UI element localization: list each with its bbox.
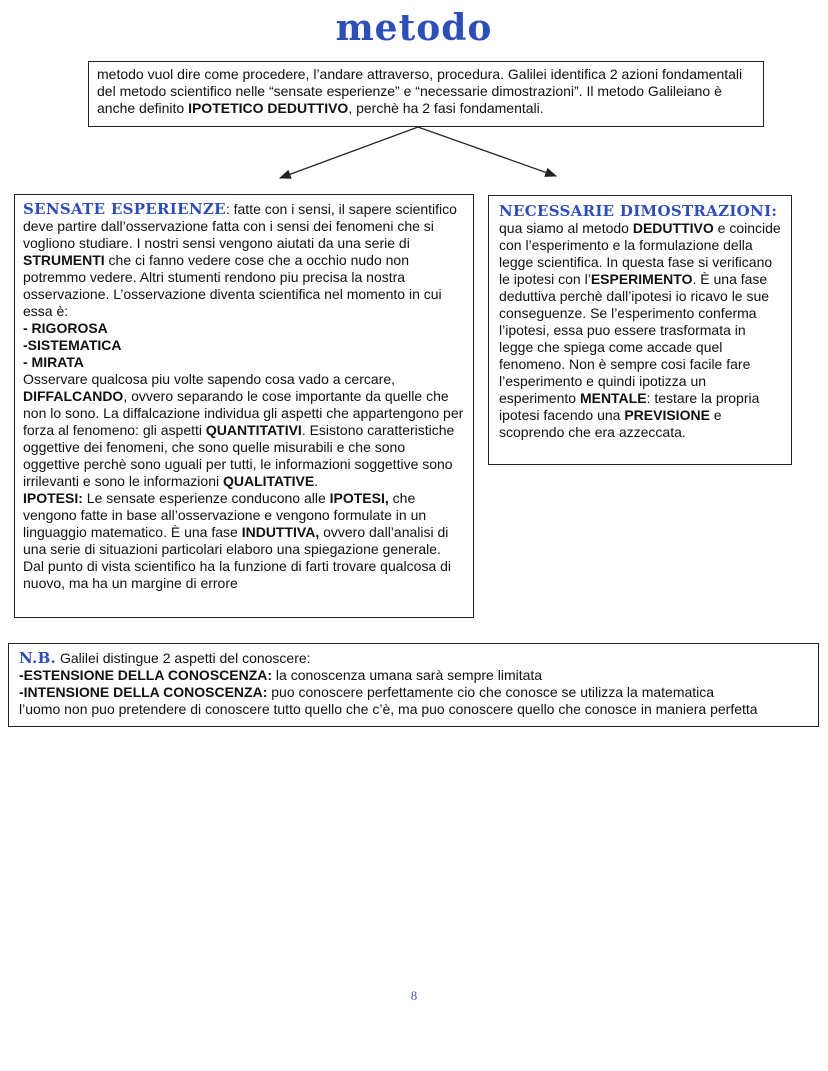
- nb-heading: N.B.: [19, 649, 57, 667]
- list-item-sistematica: [23, 337, 465, 354]
- nb-estensione-line: [19, 667, 808, 684]
- sensate-text-9: ovvero dall’analisi di una serie di situazioni particolari elaboro una spiegazione generale. Dal punto di vista scientifico ha la funzione di farti trovare qualcosa di nuovo, ma ha un margine di errore: [23, 524, 452, 591]
- nb-conclusion-line: l’uomo non puo pretendere di conoscere tutto quello che c’è, ma puo conoscere quello che conosce in maniera perfetta: [19, 701, 758, 717]
- nb-intro-line: [19, 650, 808, 667]
- sensate-text-8: che vengono fatte in base all’osservazione e vengono formulate in un linguaggio matematico. È una fase: [23, 490, 427, 540]
- sensate-intro-paragraph: [23, 201, 465, 320]
- page-number: 8: [410, 988, 418, 1003]
- sensate-text-1: : fatte con i sensi, il sapere scientifico deve partire dall’osservazione fatta con i sensi dei fenomeni che si vogliono studiare. I nostri sensi vengono aiutati da una serie di: [23, 201, 457, 251]
- list-item-rigorosa-label: - RIGOROSA: [23, 320, 108, 336]
- bold-ipotesi: IPOTESI,: [329, 490, 389, 506]
- necessarie-dimostrazioni-box: [488, 195, 792, 465]
- list-item-mirata-label: - MIRATA: [23, 354, 84, 370]
- intro-text-1: metodo vuol dire come procedere, l’andare attraverso, procedura. Galilei identifica 2 azioni fondamentali del metodo scientifico nelle “sensate esperienze” e “necessarie dimostrazioni”. Il metodo Galileiano è anche definito: [97, 66, 743, 116]
- sensate-text-2: che ci fanno vedere cose che a occhio nudo non potremmo vedere. Altri stumenti rendono piu precisa la nostra osservazione. L’osservazione diventa scientifica nel momento in cui essa è:: [23, 252, 442, 319]
- necessarie-heading-line: [499, 203, 781, 220]
- bold-mentale: MENTALE: [579, 390, 647, 406]
- nb-text-3: puo conoscere perfettamente cio che conosce se utilizza la matematica: [267, 684, 715, 700]
- bold-intensione: -INTENSIONE DELLA CONOSCENZA:: [19, 684, 268, 700]
- list-item-sistematica-label: -SISTEMATICA: [23, 337, 122, 353]
- branch-arrows: [0, 0, 828, 200]
- bold-previsione: PREVISIONE: [624, 407, 710, 423]
- arrow-left: [280, 127, 418, 178]
- bold-induttiva: INDUTTIVA,: [241, 524, 320, 540]
- necessarie-text-5: e scoprendo che era azzeccata.: [499, 407, 722, 440]
- nota-bene-box: [8, 643, 819, 727]
- nb-text-2: la conoscenza umana sarà sempre limitata: [272, 667, 543, 683]
- necessarie-text-3: . È una fase deduttiva perchè dall’ipotesi io ricavo le sue conseguenze. Se l’esperimento conferma l’ipotesi, essa puo essere trasformata in legge che spiega come accade quel fenomeno. Non è sempre cosi facile fare l’esperimento e quindi ipotizza un esperimento: [499, 271, 770, 406]
- bold-diffalcando: DIFFALCANDO: [23, 388, 124, 404]
- nb-text-1: Galilei distingue 2 aspetti del conoscere:: [56, 650, 311, 666]
- bold-strumenti: STRUMENTI: [23, 252, 105, 268]
- necessarie-text-4: : testare la propria ipotesi facendo una: [499, 390, 760, 423]
- bold-ipotesi-label: IPOTESI:: [23, 490, 83, 506]
- bold-deduttivo: DEDUTTIVO: [632, 220, 714, 236]
- intro-text-2: , perchè ha 2 fasi fondamentali.: [348, 100, 544, 116]
- arrow-right: [418, 127, 556, 176]
- nb-intensione-line: [19, 684, 808, 701]
- bold-esperimento: ESPERIMENTO: [590, 271, 693, 287]
- sensate-text-6: .: [314, 473, 319, 489]
- sensate-text-5: . Esistono caratteristiche oggettive dei fenomeni, che sono quelle misurabili e che sono oggettive perchè sono uguali per tutti, le informazioni soggettive sono irrilevanti e sono le informazioni: [23, 422, 455, 489]
- sensate-esperienze-box: [14, 194, 474, 618]
- list-item-rigorosa: [23, 320, 465, 337]
- bold-quantitativi: QUANTITATIVI: [205, 422, 302, 438]
- sensate-esperienze-heading: SENSATE ESPERIENZE: [23, 200, 226, 218]
- diffalcazione-paragraph: [23, 371, 465, 490]
- sensate-text-4: , ovvero separando le cose importante da quelle che non lo sono. La diffalcazione individua gli aspetti che appartengono per forza al fenomeno: gli aspetti: [23, 388, 464, 438]
- bold-qualitative: QUALITATIVE: [222, 473, 315, 489]
- sensate-text-7: Le sensate esperienze conducono alle: [82, 490, 330, 506]
- bold-estensione: -ESTENSIONE DELLA CONOSCENZA:: [19, 667, 273, 683]
- necessarie-text-2: e coincide con l’esperimento e la formulazione della legge scientifica. In questa fase si verificano le ipotesi con l’: [499, 220, 781, 287]
- intro-bold-ipotetico: IPOTETICO DEDUTTIVO: [188, 100, 349, 116]
- necessarie-text-1: qua siamo al metodo: [499, 220, 633, 236]
- necessarie-paragraph: [499, 220, 781, 441]
- necessarie-dimostrazioni-heading: NECESSARIE DIMOSTRAZIONI:: [499, 202, 778, 220]
- list-item-mirata: [23, 354, 465, 371]
- page-title: metodo: [335, 7, 493, 49]
- sensate-text-3: Osservare qualcosa piu volte sapendo cosa vado a cercare,: [23, 371, 395, 387]
- ipotesi-paragraph: [23, 490, 465, 592]
